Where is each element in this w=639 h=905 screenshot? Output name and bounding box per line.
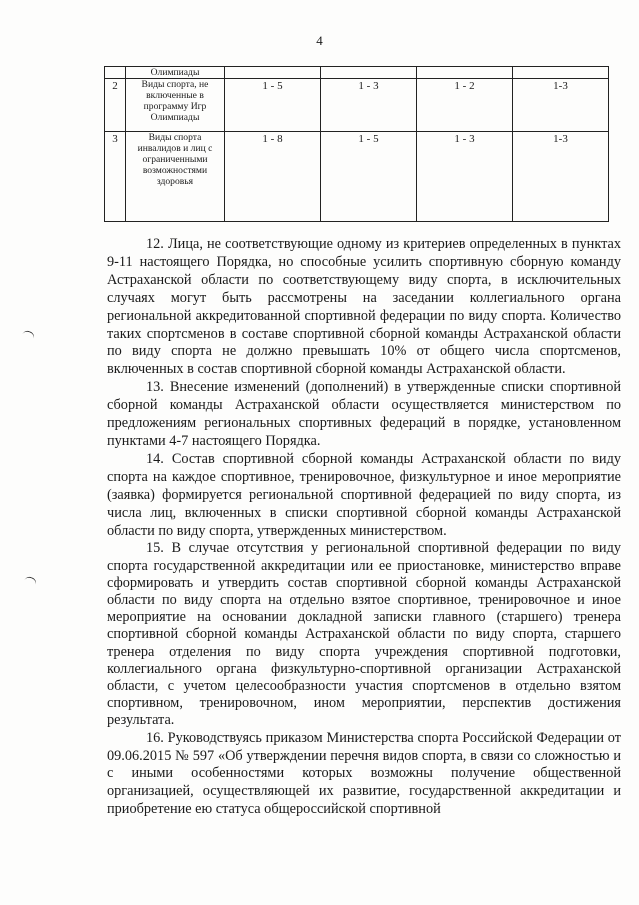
table-cell (321, 67, 417, 79)
table-cell-value: 1-3 (513, 132, 609, 222)
table-cell-sport-type: Виды спорта, не включенные в программу Игр Олимпиады (126, 79, 225, 132)
paragraph-16: 16. Руководствуясь приказом Министерства спорта Российской Федерации от 09.06.2015 № 597 «Об утверждении перечня видов спорта, в связи со сложностью и с иными особенностями которых возможны получение общественной организацией, осуществляющей их развитие, государственной аккредитации и приобретение ею статуса общероссийской спортивной (107, 729, 621, 818)
page-number: 4 (316, 33, 323, 48)
paragraph-15: 15. В случае отсутствия у региональной спортивной федерации по виду спорта государственной аккредитации или ее приостановке, министерство вправе сформировать и утвердить состав спортивной сборной команды Астраханской области по виду спорта на отдельно взятое спортивное, тренировочное и иное мероприятие на основании докладной записки главного (старшего) тренера спортивной сборной команды Астраханской области по виду спорта, старшего тренера отделения по виду спорта учреждения спортивной подготовки, коллегиального органа физкультурно-спортивной организации Астраханской области, с учетом целесообразности участия спортсменов в отдельно взятом спортивном, тренировочном, ином мероприятии, перспектив достижения результата. (107, 540, 621, 729)
table-row (105, 67, 609, 79)
table-cell-value: 1 - 2 (417, 79, 513, 132)
paragraph-14: 14. Состав спортивной сборной команды Астраханской области по виду спорта на каждое спортивное, тренировочное, физкультурное и иное мероприятие (заявка) формируется региональной спортивной федерацией по виду спорта, из числа лиц, включенных в списки спортивной сборной команды Астраханской области по виду спорта, утвержденных министерством. (107, 450, 621, 539)
table-row (105, 132, 609, 222)
document-body (107, 236, 621, 819)
table-cell-value: 1 - 3 (417, 132, 513, 222)
hole-punch-mark (20, 329, 35, 343)
table-cell-value: 1 - 5 (321, 132, 417, 222)
table-cell-row-number: 2 (105, 79, 126, 132)
table-cell (417, 67, 513, 79)
table-cell-value: 1 - 5 (225, 79, 321, 132)
table-cell (105, 67, 126, 79)
hole-punch-mark (22, 575, 37, 589)
table-cell-sport-type: Виды спорта инвалидов и лиц с ограниченными возможностями здоровья (126, 132, 225, 222)
table-cell-row-number: 3 (105, 132, 126, 222)
table-cell (513, 67, 609, 79)
table-cell-value: 1 - 8 (225, 132, 321, 222)
table-cell-value: 1-3 (513, 79, 609, 132)
table-row (105, 79, 609, 132)
table-cell (225, 67, 321, 79)
table-cell-sport-type: Олимпиады (126, 67, 225, 79)
sport-quota-table (104, 66, 609, 222)
paragraph-13: 13. Внесение изменений (дополнений) в утвержденные списки спортивной сборной команды Астраханской области осуществляется министерством по предложениям региональных спортивных федераций в порядке, установленном пунктами 4-7 настоящего Порядка. (107, 379, 621, 449)
table-cell-value: 1 - 3 (321, 79, 417, 132)
paragraph-12: 12. Лица, не соответствующие одному из критериев определенных в пунктах 9-11 настоящего Порядка, но способные усилить спортивную сборную команду Астраханской области по соответствующему виду спорта, в исключительных случаях могут быть рассмотрены на заседании коллегиального органа региональной аккредитованной спортивной федерации по виду спорта. Количество таких спортсменов в составе спортивной сборной команды Астраханской области по виду спорта не должно превышать 10% от общего числа спортсменов, включенных в состав спортивной сборной команды Астраханской области. (107, 236, 621, 378)
